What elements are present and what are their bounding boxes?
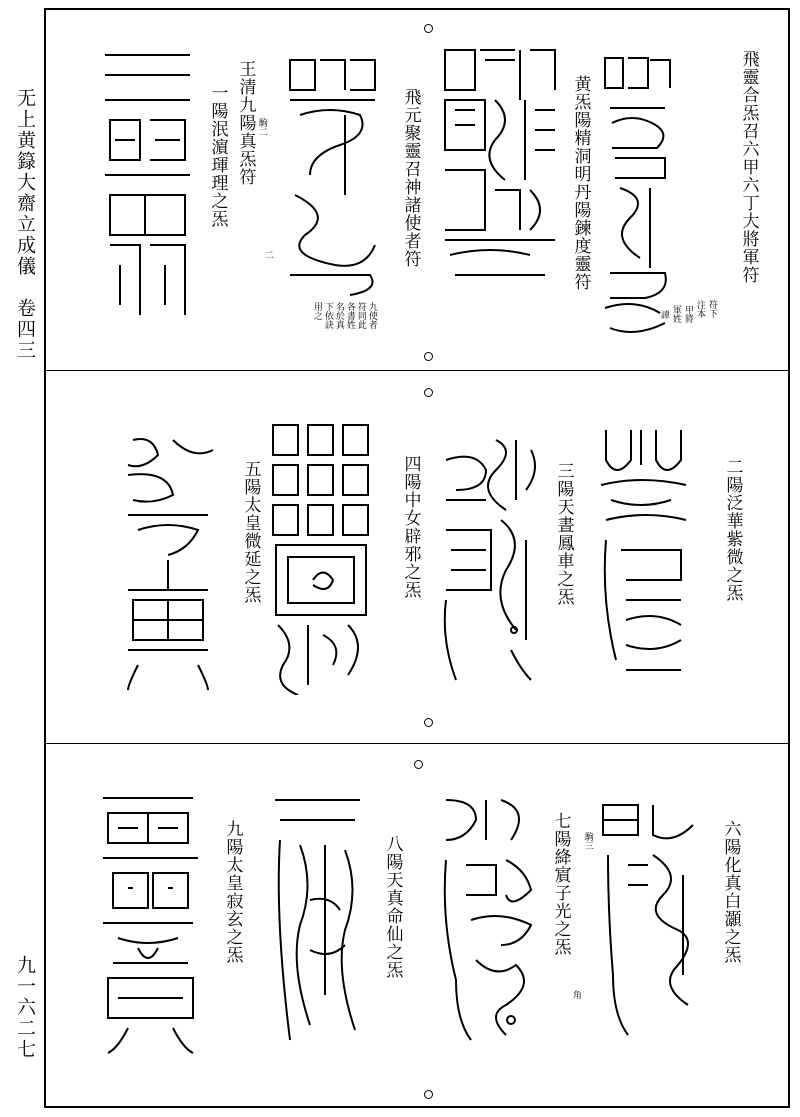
- talisman-seal: [268, 420, 373, 695]
- qi-label: 二陽泛華紫微之炁: [722, 458, 743, 602]
- talisman-seal: [100, 45, 195, 325]
- talisman-note: 名於真: [333, 302, 344, 329]
- talisman-seal: [118, 430, 218, 695]
- book-title: 无上黄籙大齋立成儀 卷四三: [14, 88, 36, 361]
- talisman-title: 王清九陽真炁符: [235, 60, 256, 186]
- talisman-seal: [436, 790, 546, 1055]
- talisman-seal: [285, 55, 380, 300]
- talisman-title: 一陽泯濵琿理之炁: [207, 84, 228, 228]
- talisman-mark: 角: [570, 990, 581, 999]
- binding-mark: [424, 1090, 433, 1099]
- talisman-title: 飛靈合炁召六甲六丁大將軍符: [738, 50, 759, 284]
- qi-label: 三陽天晝鳳車之炁: [553, 462, 574, 606]
- talisman-seal: [596, 420, 696, 690]
- qi-label: 八陽天真命仙之炁: [382, 835, 403, 979]
- binding-mark: [414, 760, 423, 769]
- talisman-note: 符下: [706, 300, 717, 318]
- talisman-note: 九使者: [366, 302, 377, 329]
- talisman-note: 注本: [694, 300, 705, 318]
- talisman-note: 各書姓: [344, 302, 355, 329]
- qi-label: 六陽化真白灝之炁: [720, 820, 741, 964]
- talisman-title: 黄炁陽精洞明丹陽鍊度靈符: [570, 75, 591, 291]
- binding-mark: [424, 388, 433, 397]
- talisman-seal: [270, 790, 370, 1055]
- page-number: 九一六二七: [14, 955, 36, 1060]
- binding-mark: [424, 352, 433, 361]
- talisman-seal: [598, 795, 698, 1045]
- talisman-note: 甲將: [682, 305, 693, 323]
- talisman-note: 軍姓: [670, 305, 681, 323]
- talisman-note: 符同此: [355, 302, 366, 329]
- talisman-ref: 駒二: [256, 118, 267, 136]
- talisman-seal: [440, 40, 560, 290]
- talisman-ref: 駒三: [582, 832, 593, 850]
- binding-mark: [424, 24, 433, 33]
- talisman-ref: 二: [262, 250, 273, 259]
- binding-mark: [424, 718, 433, 727]
- qi-label: 四陽中女辟邪之炁: [400, 455, 421, 599]
- talisman-seal: [98, 788, 203, 1058]
- talisman-title: 飛元聚靈召神諸使者符: [400, 88, 421, 268]
- talisman-seal: [600, 48, 675, 348]
- qi-label: 五陽太皇微延之炁: [240, 460, 261, 604]
- talisman-note: 下依訣: [322, 302, 333, 329]
- qi-label: 九陽太皇寂玄之炁: [222, 820, 243, 964]
- talisman-seal: [436, 430, 546, 700]
- talisman-note: 用之: [311, 302, 322, 320]
- talisman-note: 諱: [658, 310, 669, 319]
- qi-label: 七陽絳賔子光之炁: [550, 812, 571, 956]
- section-divider-bottom: [44, 743, 790, 744]
- section-divider-top: [44, 370, 790, 371]
